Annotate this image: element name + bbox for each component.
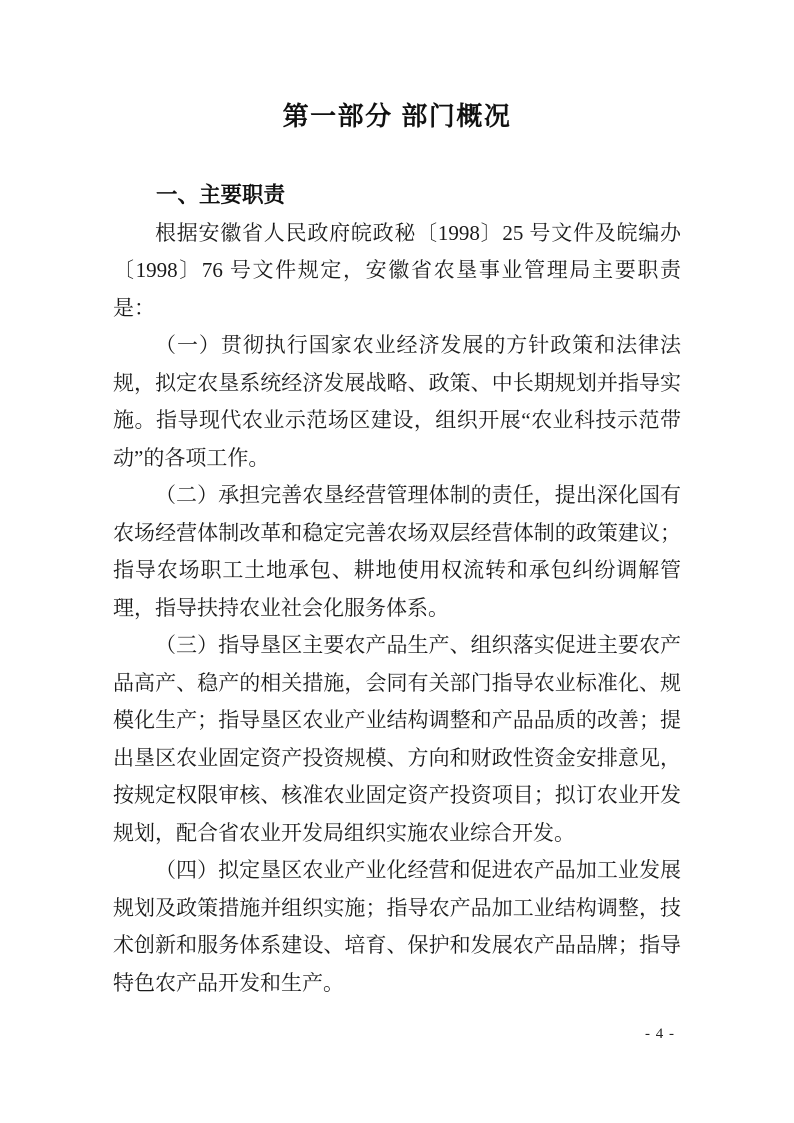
document-title: 第一部分 部门概况	[282, 101, 512, 131]
section-heading: 一、主要职责	[156, 183, 286, 207]
paragraph-duty-2: （二）承担完善农垦经营管理体制的责任，提出深化国有农场经营体制改革和稳定完善农场双层经营体制的政策建议；指导农场职工土地承包、耕地使用权流转和承包纠纷调解管理，指导扶持农业社会化服务体系。	[113, 483, 681, 620]
paragraph-duty-4: （四）拟定垦区农业产业化经营和促进农产品加工业发展规划及政策措施并组织实施；指导农产品加工业结构调整，技术创新和服务体系建设、培育、保护和发展农产品品牌；指导特色农产品开发和生产。	[113, 858, 681, 995]
paragraph-duty-1: （一）贯彻执行国家农业经济发展的方针政策和法律法规，拟定农垦系统经济发展战略、政策、中长期规划并指导实施。指导现代农业示范场区建设，组织开展“农业科技示范带动”的各项工作。	[113, 333, 681, 470]
document-body	[113, 177, 681, 1002]
paragraph-duty-3: （三）指导垦区主要农产品生产、组织落实促进主要农产品高产、稳产的相关措施，会同有关部门指导农业标准化、规模化生产；指导垦区农业产业结构调整和产品品质的改善；提出垦区农业固定资产投资规模、方向和财政性资金安排意见，按规定权限审核、核准农业固定资产投资项目；拟订农业开发规划，配合省农业开发局组织实施农业综合开发。	[113, 633, 681, 845]
paragraph-intro: 根据安徽省人民政府皖政秘〔1998〕25 号文件及皖编办〔1998〕76 号文件规定，安徽省农垦事业管理局主要职责是：	[113, 220, 681, 320]
page-number: - 4 -	[645, 1026, 675, 1042]
